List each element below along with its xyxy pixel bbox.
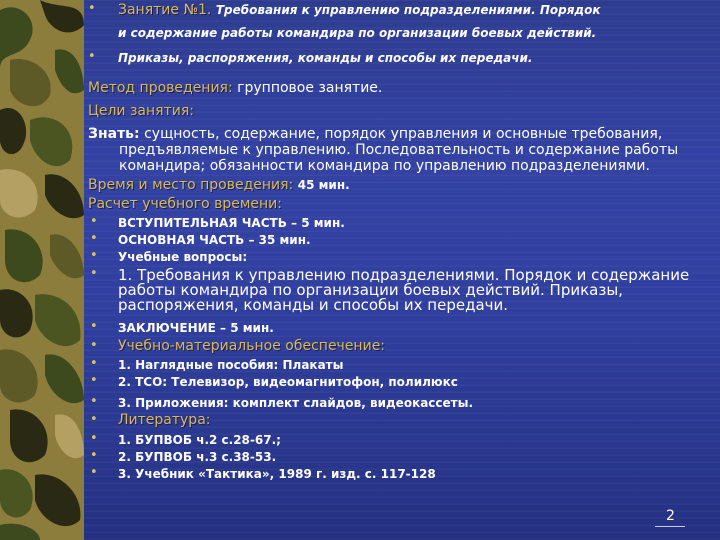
method-label: Метод проведения: bbox=[88, 80, 233, 96]
know-text-line-3: командира; обязанности командира по управлению подразделениями. bbox=[119, 158, 650, 174]
topic-line-1 bbox=[118, 2, 601, 18]
bullet: • bbox=[90, 412, 98, 427]
time-place-value: 45 мин. bbox=[297, 178, 350, 192]
bullet: • bbox=[90, 465, 98, 480]
question-1-line-3: распоряжения, команды и способы их передачи. bbox=[118, 296, 509, 314]
schedule-questions-label: Учебные вопросы: bbox=[118, 250, 248, 264]
time-place-line bbox=[88, 177, 350, 193]
camouflage-pattern bbox=[0, 0, 84, 540]
know-label: Знать: bbox=[88, 126, 140, 142]
schedule-conclusion: ЗАКЛЮЧЕНИЕ – 5 мин. bbox=[118, 321, 274, 335]
bullet: • bbox=[90, 231, 98, 246]
bullet: • bbox=[90, 373, 98, 388]
bullet: • bbox=[90, 394, 98, 409]
time-place-label: Время и место проведения: bbox=[88, 177, 294, 193]
topic-title-line-2: и содержание работы командира по организации боевых действий. bbox=[118, 26, 597, 40]
bullet: • bbox=[90, 448, 98, 463]
page-number-underline bbox=[655, 526, 685, 527]
page-number: 2 bbox=[666, 508, 675, 524]
materials-label: Учебно-материальное обеспечение: bbox=[118, 338, 386, 354]
literature-item-1: 1. БУПВОБ ч.2 с.28-67.; bbox=[118, 433, 281, 447]
topic-title-line-1: Требования к управлению подразделениями. Порядок bbox=[215, 3, 601, 17]
goals-label: Цели занятия: bbox=[88, 103, 194, 119]
topic-label: Занятие №1. bbox=[118, 2, 212, 18]
know-line-1 bbox=[88, 126, 662, 142]
question-1-line-2: работы командира по организации боевых действий. Приказы, bbox=[118, 281, 623, 299]
schedule-main: ОСНОВНАЯ ЧАСТЬ – 35 мин. bbox=[118, 233, 311, 247]
bullet: • bbox=[90, 266, 98, 281]
method-value: групповое занятие. bbox=[237, 80, 383, 96]
materials-item-1: 1. Наглядные пособия: Плакаты bbox=[118, 358, 344, 372]
bullet: • bbox=[90, 214, 98, 229]
question-1-line-1: 1. Требования к управлению подразделениями. Порядок и содержание bbox=[118, 266, 690, 284]
schedule-label: Расчет учебного времени: bbox=[88, 196, 282, 212]
bullet: • bbox=[88, 1, 96, 16]
bullet: • bbox=[90, 319, 98, 334]
know-text-line-1: сущность, содержание, порядок управления и основные требования, bbox=[144, 126, 663, 142]
materials-item-3: 3. Приложения: комплект слайдов, видеокассеты. bbox=[118, 396, 474, 410]
literature-item-3: 3. Учебник «Тактика», 1989 г. изд. с. 117-128 bbox=[118, 467, 436, 481]
slide-content bbox=[88, 0, 714, 540]
bullet: • bbox=[90, 248, 98, 263]
camouflage-border bbox=[0, 0, 84, 540]
topic-title-line-3: Приказы, распоряжения, команды и способы их передачи. bbox=[118, 51, 533, 65]
materials-item-2: 2. ТСО: Телевизор, видеомагнитофон, полилюкс bbox=[118, 375, 458, 389]
literature-item-2: 2. БУПВОБ ч.3 с.38-53. bbox=[118, 450, 277, 464]
bullet: • bbox=[88, 49, 96, 64]
schedule-intro: ВСТУПИТЕЛЬНАЯ ЧАСТЬ – 5 мин. bbox=[118, 216, 345, 230]
know-text-line-2: предъявляемые к управлению. Последовательность и содержание работы bbox=[119, 142, 679, 158]
literature-label: Литература: bbox=[118, 412, 211, 428]
bullet: • bbox=[90, 338, 98, 353]
method-line bbox=[88, 80, 382, 96]
bullet: • bbox=[90, 356, 98, 371]
bullet: • bbox=[90, 431, 98, 446]
